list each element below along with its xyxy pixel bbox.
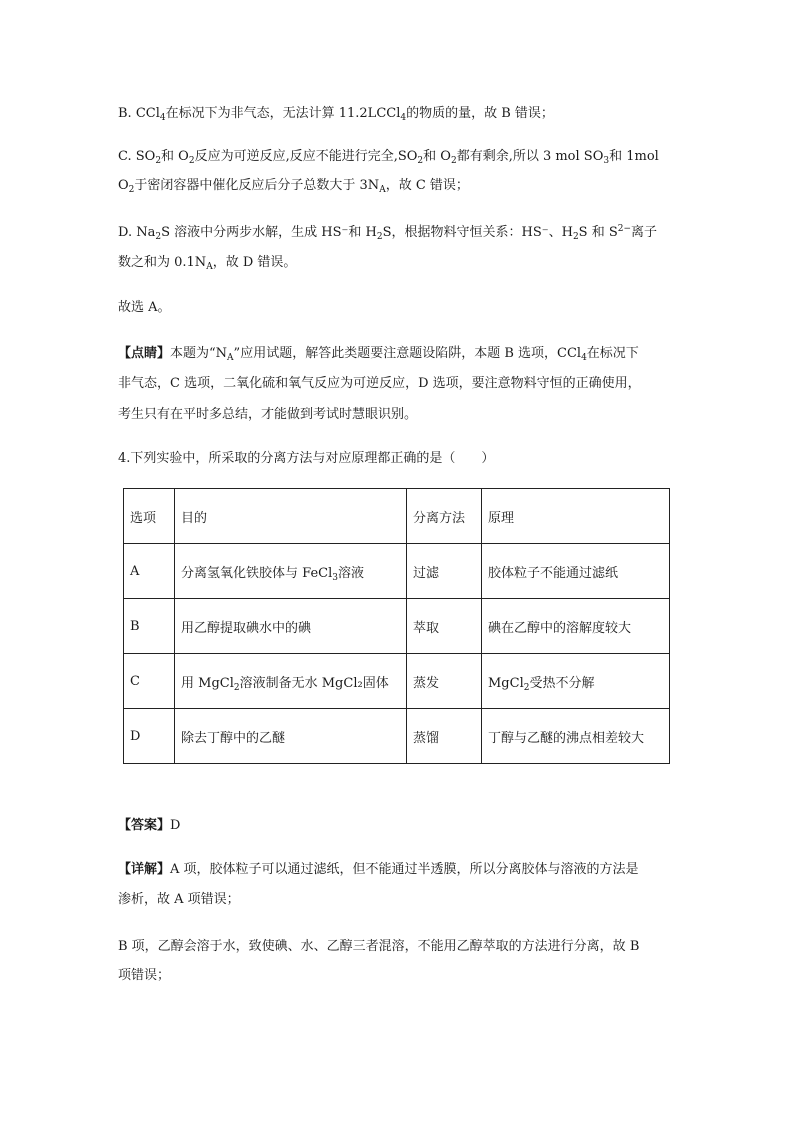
option-cell: A: [124, 544, 175, 599]
text: 除去丁醇中的乙醚: [181, 730, 286, 746]
option-cell: B: [124, 599, 175, 654]
subscript: 2: [233, 682, 240, 693]
text: 溶液制备无水 MgCl₂固体: [239, 675, 389, 691]
text: 都有剩余,所以 3 mol SO: [456, 149, 604, 164]
detail-line2: 渗析，故 A 项错误；: [118, 892, 240, 907]
text: 于密闭容器中催化反应后分子总数大于 3N: [134, 178, 380, 193]
principle-cell: [482, 654, 670, 709]
text: A 项，胶体粒子可以通过滤纸，但不能通过半透膜，所以分离胶体与溶液的方法是: [170, 862, 639, 877]
text: O: [118, 178, 129, 193]
subscript: A: [227, 353, 234, 363]
option-c-explanation-line2: [118, 178, 469, 194]
text: D. Na: [118, 225, 156, 240]
method-cell: 蒸馏: [407, 709, 482, 764]
header-cell: 目的: [175, 489, 407, 544]
detail-line1: [118, 862, 639, 878]
subscript: 2: [128, 185, 135, 195]
subscript: 2: [155, 156, 162, 166]
header-cell: 原理: [482, 489, 670, 544]
subscript: 2: [417, 156, 424, 166]
subscript: 4: [581, 353, 587, 363]
method-cell: 萃取: [407, 599, 482, 654]
answer-line: [118, 818, 180, 834]
text: S 和 S: [578, 225, 618, 240]
subscript: A: [379, 185, 386, 195]
tip-tag: 【点睛】: [118, 346, 171, 361]
text: 丁醇与乙醚的沸点相差较大: [488, 730, 645, 746]
text: ，故 D 错误。: [212, 255, 297, 270]
text: S，根据物料守恒关系：HS⁻、H: [382, 225, 573, 240]
text: S 溶液中分两步水解，生成 HS⁻和 H: [161, 225, 377, 240]
text: 分离氢氧化铁胶体与 FeCl: [181, 565, 333, 581]
subscript: A: [206, 262, 213, 272]
principle-cell: [482, 544, 670, 599]
option-d-explanation-line2: [118, 255, 296, 271]
text: B. CCl: [118, 106, 160, 121]
text: 在标况下: [586, 346, 639, 361]
goal-cell: [175, 599, 407, 654]
text: 和 1mol: [609, 149, 659, 164]
text: 和 O: [161, 149, 189, 164]
goal-cell: [175, 544, 407, 599]
principle-cell: [482, 599, 670, 654]
subscript: 3: [332, 572, 338, 583]
text: 的物质的量，故 B 错误；: [406, 106, 554, 121]
option-d-explanation-line1: [118, 225, 657, 241]
answer-tag: 【答案】: [118, 818, 171, 833]
header-cell: 分离方法: [407, 489, 482, 544]
subscript: 4: [159, 113, 166, 123]
text: 在标况下为非气态，无法计算 11.2LCCl: [165, 106, 401, 121]
detail-line4: 项错误；: [118, 968, 171, 983]
subscript: 2: [572, 232, 579, 242]
table-row: [124, 654, 670, 709]
text: 受热不分解: [529, 675, 595, 691]
text: 碘在乙醇中的溶解度较大: [488, 620, 632, 636]
tip-line3: 考生只有在平时多总结，才能做到考试时慧眼识别。: [118, 407, 418, 422]
method-cell: 过滤: [407, 544, 482, 599]
choose-answer-line: 故选 A。: [118, 300, 171, 315]
superscript: 2−: [617, 224, 632, 234]
text: 数之和为 0.1N: [118, 255, 207, 270]
answer-value: D: [170, 818, 181, 833]
text: ，故 C 错误；: [385, 178, 469, 193]
options-table: [123, 488, 670, 764]
text: 溶液: [337, 565, 364, 581]
text: 用乙醇提取碘水中的碘: [181, 620, 312, 636]
table-header-row: [124, 489, 670, 544]
table-row: [124, 709, 670, 764]
option-cell: D: [124, 709, 175, 764]
subscript: 2: [376, 232, 383, 242]
tip-line1: [118, 346, 639, 362]
detail-line3: B 项，乙醇会溶于水，致使碘、水、乙醇三者混溶，不能用乙醇萃取的方法进行分离，故 B: [118, 939, 640, 954]
text: 本题为“N: [170, 346, 228, 361]
text: 和 O: [423, 149, 451, 164]
header-cell: 选项: [124, 489, 175, 544]
text: C. SO: [118, 149, 156, 164]
option-cell: C: [124, 654, 175, 709]
question-4-text: 4.下列实验中，所采取的分离方法与对应原理都正确的是（ ）: [118, 451, 495, 466]
option-c-explanation-line1: [118, 149, 659, 165]
detail-tag: 【详解】: [118, 862, 171, 877]
table-row: [124, 544, 670, 599]
subscript: 2: [188, 156, 195, 166]
text: 用 MgCl: [181, 675, 234, 691]
principle-cell: [482, 709, 670, 764]
subscript: 2: [450, 156, 457, 166]
goal-cell: [175, 709, 407, 764]
text: 胶体粒子不能通过滤纸: [488, 565, 619, 581]
text: MgCl: [488, 675, 524, 691]
subscript: 2: [523, 682, 530, 693]
tip-line2: 非气态，C 选项，二氧化硫和氧气反应为可逆反应，D 选项，要注意物料守恒的正确使用，: [118, 376, 641, 391]
text: ”应用试题，解答此类题要注意题设陷阱，本题 B 选项，CCl: [233, 346, 582, 361]
table-row: [124, 599, 670, 654]
subscript: 2: [155, 232, 162, 242]
text: 反应为可逆反应,反应不能进行完全,SO: [194, 149, 418, 164]
method-cell: 蒸发: [407, 654, 482, 709]
text: 离子: [631, 225, 658, 240]
goal-cell: [175, 654, 407, 709]
option-b-explanation: [118, 106, 554, 122]
subscript: 3: [603, 156, 610, 166]
subscript: 4: [400, 113, 407, 123]
